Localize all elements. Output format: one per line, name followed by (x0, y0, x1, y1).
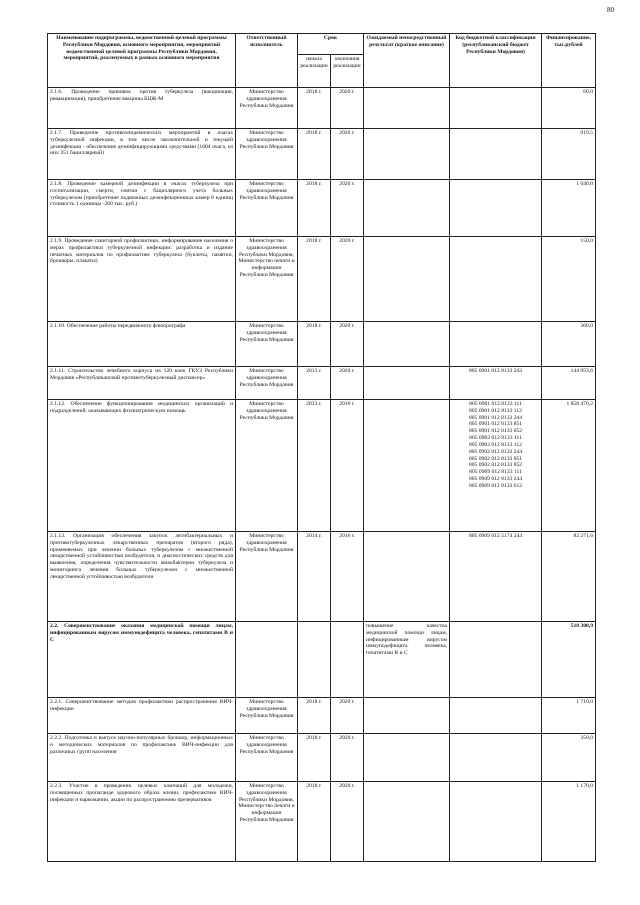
row-end: 2020 г. (331, 698, 364, 734)
row-end: 2020 г. (331, 782, 364, 862)
row-start: 2018 г. (298, 129, 331, 180)
row-finance: 919,5 (542, 129, 596, 180)
row-end: 2020 г. (331, 322, 364, 367)
table-row (48, 367, 596, 400)
row-executor: Министерство здравоохранения Республики Мордовия, Министерство печати и информации Республики Мордовия (236, 237, 298, 322)
row-codes (450, 400, 542, 532)
budget-code: 805 0902 012 8133 112 (469, 441, 522, 448)
row-end: 2020 г. (331, 734, 364, 782)
row-codes (450, 237, 542, 322)
row-result: повышение качества медицинской помощи лицам, инфицированным вирусом иммунодефицита человека, гепатитами B и C (364, 622, 450, 698)
row-executor: Министерство здравоохранения Республики Мордовия, Министерство печати и информации Республики Мордовия (236, 782, 298, 862)
row-finance: 1 170,0 (542, 782, 596, 862)
budget-code: 805 0909 012 8133 244 (468, 475, 523, 482)
row-name: 2.2.3. Участие в проведении целевых кампаний для молодежи, посвященных пропаганде здорового образа жизни, профилактике ВИЧ-инфекции и наркомании, акции по распространению презервативов (48, 782, 236, 862)
header-result: Ожидаемый непосредственный результат (краткое описание) (364, 34, 450, 88)
row-name: 2.1.10. Обеспечение работы передвижного флюорографа (48, 322, 236, 367)
budget-code: 805 0902 012 8133 244 (468, 448, 523, 455)
row-codes (450, 734, 542, 782)
header-term-end: окончания реализации (331, 55, 364, 88)
budget-code: 805 0901 012 8133 111 (469, 401, 522, 407)
row-result (364, 400, 450, 532)
row-start: 2018 г. (298, 322, 331, 367)
row-codes (450, 88, 542, 129)
row-finance: 82 271,6 (542, 532, 596, 622)
row-end (331, 622, 364, 698)
row-name: 2.1.11. Строительство лечебного корпуса на 120 коек ГКУЗ Республики Мордовия «Республиканский противотуберкулезный диспансер» (48, 367, 236, 400)
row-executor: Министерство здравоохранения Республики Мордовия (236, 532, 298, 622)
budget-code: 805 0902 012 8133 851 (468, 455, 523, 462)
row-result (364, 237, 450, 322)
row-start: 2014 г. (298, 532, 331, 622)
row-executor: Министерство здравоохранения Республики Мордовия (236, 734, 298, 782)
row-executor: Министерство здравоохранения Республики Мордовия (236, 88, 298, 129)
row-executor: Министерство здравоохранения Республики Мордовия (236, 698, 298, 734)
table-row (48, 400, 596, 532)
header-finance: Финансирование, тыс.рублей (542, 34, 596, 88)
header-executor: Ответственный исполнитель (236, 34, 298, 88)
table-row (48, 782, 596, 862)
row-start: 2018 г. (298, 237, 331, 322)
row-start: 2018 г. (298, 782, 331, 862)
row-name: 2.1.13. Организация обеспечения закупок антибактериальных и противотуберкулезных лекарственных препаратов (второго ряда), применяемых при лечении больных туберкулезом с множественной лекарственной устойчивостью возбудителя, и диагностических средств для выявления, определения чувствительности микобактерии туберкулеза и мониторинга лечения больных туберкулезом с множественной лекарственной устойчивостью возбудителя (48, 532, 236, 622)
row-executor (236, 622, 298, 698)
row-name: 2.1.9. Проведение санитарной профилактики, информирование населения о мерах профилактики туберкулезной инфекции: разработка и издание печатных материалов по профилактике туберкулеза (буклеты, памятки, брошюры, плакаты) (48, 237, 236, 322)
table-row (48, 88, 596, 129)
row-finance: 144 953,6 (542, 367, 596, 400)
row-codes (450, 782, 542, 862)
row-finance: 1 040,0 (542, 180, 596, 237)
row-name: 2.2. Совершенствование оказания медицинской помощи лицам, инфицированным вирусом иммунодефицита человека, гепатитами B и C (48, 622, 236, 698)
table-row (48, 180, 596, 237)
header-term-start: начала реализации (298, 55, 331, 88)
budget-code: 805 0901 012 8133 244 (468, 414, 523, 421)
row-result (364, 88, 450, 129)
row-finance: 1 710,0 (542, 698, 596, 734)
row-start: 2013 г. (298, 400, 331, 532)
table-row (48, 322, 596, 367)
row-name: 2.1.6. Проведение прививок против туберкулеза (вакцинация, ревакцинация), приобретение вакцины БЦЖ-М (48, 88, 236, 129)
table-row (48, 698, 596, 734)
row-codes (450, 322, 542, 367)
budget-code: 805 0901 012 8133 851 (468, 421, 523, 428)
row-result (364, 698, 450, 734)
table-row (48, 129, 596, 180)
row-start: 2013 г. (298, 367, 331, 400)
row-executor: Министерство здравоохранения Республики Мордовия (236, 129, 298, 180)
budget-code: 805 0909 012 5174 244 (468, 533, 523, 539)
budget-code: 805 0902 012 8133 852 (468, 462, 523, 469)
row-codes (450, 367, 542, 400)
row-name: 2.1.7. Проведение противоэпидемических мероприятий в очагах туберкулезной инфекции, в том числе заключительной и текущей дезинфекции - обеспечение дезинфицирующими средствами (1004 очага, из них 351 бациллярный) (48, 129, 236, 180)
row-finance: 150,0 (542, 237, 596, 322)
header-code: Код бюджетной классификации (республиканский бюджет Республики Мордовия) (450, 34, 542, 88)
row-codes (450, 129, 542, 180)
budget-code: 805 0901 012 8133 852 (468, 428, 523, 435)
budget-code: 805 0901 012 8133 112 (469, 407, 522, 414)
row-start: 2018 г. (298, 180, 331, 237)
row-executor: Министерство здравоохранения Республики Мордовия (236, 400, 298, 532)
row-end: 2020 г. (331, 237, 364, 322)
budget-code: 805 0909 012 8133 612 (468, 482, 523, 489)
header-term: Срок (298, 34, 364, 55)
row-finance: 360,0 (542, 322, 596, 367)
row-finance: 1 858 470,2 (542, 400, 596, 532)
table-row (48, 237, 596, 322)
row-result (364, 782, 450, 862)
row-result (364, 180, 450, 237)
row-end: 2016 г. (331, 532, 364, 622)
row-executor: Министерство здравоохранения Республики Мордовия (236, 367, 298, 400)
row-executor: Министерство здравоохранения Республики Мордовия (236, 322, 298, 367)
row-finance: 510 300,9 (542, 622, 596, 698)
row-codes (450, 532, 542, 622)
row-name: 2.1.8. Проведение камерной дезинфекции в очагах туберкулеза при госпитализации, смерти, снятии с бациллярного учета больных туберкулезом (приобретение подвижных дезинфекционных камер 8 единиц стоимость 1 единицы -260 тыс. руб.) (48, 180, 236, 237)
program-table (47, 33, 596, 862)
row-end: 2020 г. (331, 180, 364, 237)
page-number: 80 (607, 6, 614, 14)
row-start: 2018 г. (298, 734, 331, 782)
row-start: 2018 г. (298, 88, 331, 129)
table-row (48, 734, 596, 782)
row-name: 2.2.1. Совершенствование методов профилактики распространения ВИЧ-инфекции (48, 698, 236, 734)
row-name: 2.1.12. Обеспечение функционирования медицинских организаций и подразделений, оказывающих фтизиатрическую помощь (48, 400, 236, 532)
row-start: 2018 г. (298, 698, 331, 734)
row-end: 2020 г. (331, 88, 364, 129)
row-codes (450, 180, 542, 237)
row-finance: 60,0 (542, 88, 596, 129)
row-result (364, 129, 450, 180)
row-result (364, 367, 450, 400)
row-codes (450, 698, 542, 734)
row-result (364, 532, 450, 622)
header-name: Наименование подпрограммы, ведомственной целевой программы Республики Мордовия, основного мероприятия, мероприятий ведомственной целевой программы Республики Мордовия, мероприятий, реализуемых в рамках основного мероприятия (48, 34, 236, 88)
row-start (298, 622, 331, 698)
budget-code: 805 0909 012 8133 111 (469, 469, 522, 476)
row-end: 2020 г. (331, 367, 364, 400)
row-end: 2016 г. (331, 400, 364, 532)
row-executor: Министерство здравоохранения Республики Мордовия (236, 180, 298, 237)
table-row (48, 532, 596, 622)
budget-code: 805 0902 012 8133 111 (469, 435, 522, 442)
row-codes (450, 622, 542, 698)
row-end: 2020 г. (331, 129, 364, 180)
budget-code: 805 0901 012 8133 243 (468, 368, 523, 374)
table-row (48, 622, 596, 698)
row-finance: 350,0 (542, 734, 596, 782)
row-result (364, 322, 450, 367)
row-result (364, 734, 450, 782)
row-name: 2.2.2. Подготовка и выпуск научно-популярных брошюр, информационных и методических материалов по профилактике ВИЧ-инфекции для различных групп населения (48, 734, 236, 782)
